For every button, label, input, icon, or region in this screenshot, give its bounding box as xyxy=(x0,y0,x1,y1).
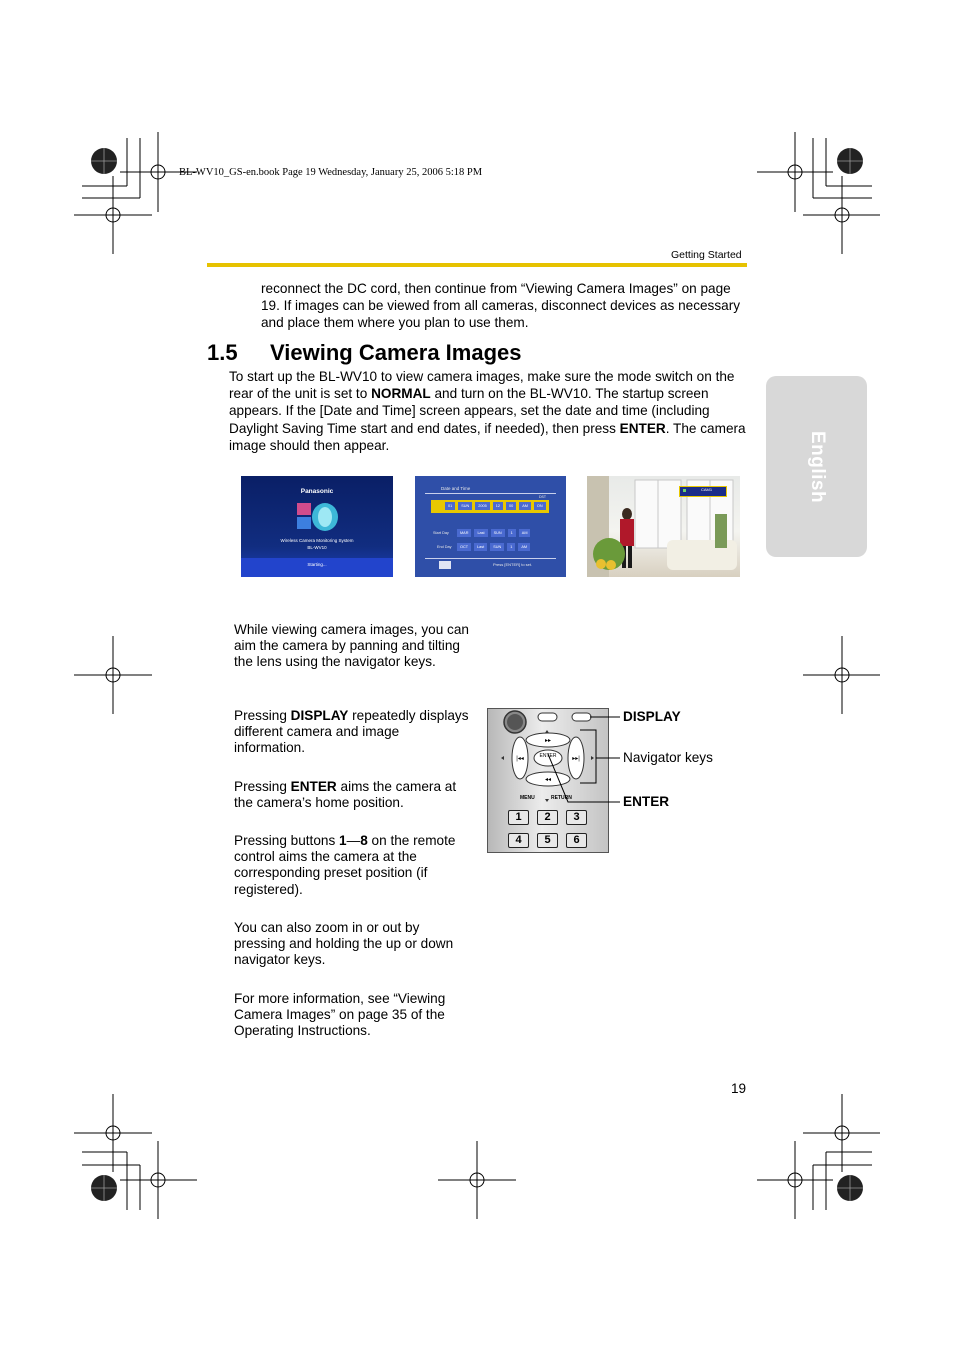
section-number: 1.5 xyxy=(207,340,238,365)
start-day-row: MAR Last SUN 1 AM xyxy=(457,529,530,537)
book-info-line: BL-WV10_GS-en.book Page 19 Wednesday, January 25, 2006 5:18 PM xyxy=(179,167,483,178)
instruction-zoom: You can also zoom in or out by pressing and holding the up or down navigator keys. xyxy=(234,920,454,968)
date-time-footer: Press [ENTER] to set. xyxy=(493,562,533,567)
svg-text:▸▸: ▸▸ xyxy=(544,738,552,744)
language-tab-label: English xyxy=(806,430,828,503)
svg-text:◂◂: ◂◂ xyxy=(544,777,552,783)
enter-key-label: ENTER xyxy=(539,753,557,759)
end-day-label: End Day xyxy=(437,545,452,549)
language-tab xyxy=(766,376,867,557)
startup-paragraph: To start up the BL-WV10 to view camera images, make sure the mode switch on the rear of the unit is set to NORMAL and turn on the BL-WV10. The startup screen appears. If the [Date and Time] screen appears, set the date and time (including Daylight Saving Time start and end dates, if needed), then press ENTER. The camera image should then appear. xyxy=(229,369,746,453)
enter-callout-label: ENTER xyxy=(623,794,670,809)
dst-label: DST xyxy=(539,495,546,499)
instruction-pan-tilt: While viewing camera images, you can aim the camera by panning and tilting the lens using the navigator keys. xyxy=(234,622,469,670)
startup-model: BL-WV10 xyxy=(307,545,327,550)
svg-text:|◂◂: |◂◂ xyxy=(516,756,524,762)
startup-screen-image xyxy=(241,476,393,577)
startup-brand: Panasonic xyxy=(300,488,334,495)
instruction-enter: Pressing ENTER aims the camera at the camera’s home position. xyxy=(234,779,457,811)
date-time-title: Date and Time xyxy=(441,486,471,491)
instruction-presets: Pressing buttons 1—8 on the remote control aims the camera at the corresponding preset position (if registered). xyxy=(234,833,456,897)
svg-text:▸▸|: ▸▸| xyxy=(572,756,580,762)
callout-lines xyxy=(540,708,630,808)
menu-key-label: MENU xyxy=(520,795,535,801)
section-title: Viewing Camera Images xyxy=(270,340,522,365)
display-callout-label: DISPLAY xyxy=(623,709,681,724)
section-label: Getting Started xyxy=(671,249,742,261)
date-time-screen-image xyxy=(415,476,566,577)
section-heading xyxy=(207,340,522,366)
startup-status: Starting... xyxy=(307,562,327,567)
camera-overlay-label: CAM1 xyxy=(701,487,713,492)
end-day-row: OCT Last SUN 1 AM xyxy=(457,543,530,551)
navigator-callout-label: Navigator keys xyxy=(623,750,713,765)
date-row: 01 SUN 2005 12 00 AM ON xyxy=(445,502,546,510)
start-day-label: Start Day xyxy=(433,531,449,535)
instruction-display: Pressing DISPLAY repeatedly displays different camera and image information. xyxy=(234,708,469,756)
instruction-more-info: For more information, see “Viewing Camera Images” on page 35 of the Operating Instructions. xyxy=(234,991,446,1039)
intro-paragraph: reconnect the DC cord, then continue from “Viewing Camera Images” on page 19. If images can be viewed from all cameras, disconnect devices as necessary and place them where you plan to use them. xyxy=(261,281,741,331)
startup-system-name: Wireless Camera Monitoring System xyxy=(280,538,354,543)
page-number: 19 xyxy=(731,1081,747,1096)
startup-logo-icon xyxy=(293,500,343,534)
header-rule xyxy=(207,263,747,267)
remote-icon xyxy=(439,561,451,569)
return-key-label: RETURN xyxy=(551,795,572,801)
number-keypad: 1 2 3 4 5 6 xyxy=(508,810,587,848)
camera-image xyxy=(587,476,740,577)
